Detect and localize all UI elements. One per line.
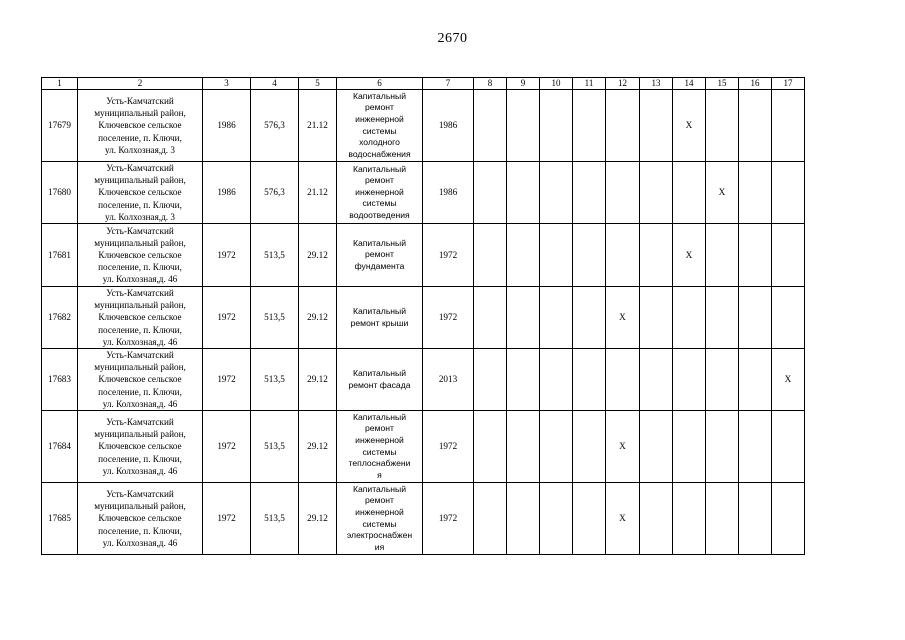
work-type-cell-line: системы xyxy=(362,125,397,136)
year-built-cell: 1972 xyxy=(203,349,251,411)
record-id-cell: 17685 xyxy=(42,483,78,555)
column-number-12: 12 xyxy=(606,78,640,90)
address-cell xyxy=(78,162,203,224)
address-cell-line: Усть-Камчатский xyxy=(106,225,174,236)
code-cell: 29.12 xyxy=(299,224,337,287)
empty-cell-col-15 xyxy=(706,411,739,483)
mark-cell-col-17: X xyxy=(772,349,805,411)
year-built-cell: 1972 xyxy=(203,411,251,483)
work-type-cell-line: Капитальный xyxy=(352,367,407,378)
empty-cell-col-13 xyxy=(640,349,673,411)
address-cell-line: Ключевское сельское xyxy=(98,312,182,323)
year-built-cell: 1972 xyxy=(203,224,251,287)
empty-cell-col-15 xyxy=(706,90,739,162)
record-id-cell: 17683 xyxy=(42,349,78,411)
record-id-cell: 17682 xyxy=(42,287,78,349)
year-built-cell: 1986 xyxy=(203,162,251,224)
address-cell-line: Усть-Камчатский xyxy=(106,95,174,106)
area-cell: 513,5 xyxy=(251,411,299,483)
column-number-2: 2 xyxy=(78,78,203,90)
work-type-cell xyxy=(337,224,423,287)
empty-cell-col-16 xyxy=(739,162,772,224)
address-cell-line: муниципальный район, xyxy=(94,501,186,512)
work-type-cell-line: фундамента xyxy=(354,260,405,271)
work-type-cell-line: ия xyxy=(374,541,385,552)
work-type-cell-line: Капитальный xyxy=(352,237,407,248)
empty-cell-col-12 xyxy=(606,224,640,287)
empty-cell-col-14 xyxy=(673,162,706,224)
empty-cell-col-8 xyxy=(474,483,507,555)
address-cell-line: муниципальный район, xyxy=(94,429,186,440)
work-type-cell-line: Капитальный xyxy=(352,305,407,316)
empty-cell-col-11 xyxy=(573,224,606,287)
empty-cell-col-11 xyxy=(573,90,606,162)
work-type-cell-line: ремонт xyxy=(365,102,394,113)
empty-cell-col-15 xyxy=(706,483,739,555)
work-type-cell xyxy=(337,90,423,162)
empty-cell-col-10 xyxy=(540,162,573,224)
empty-cell-col-13 xyxy=(640,287,673,349)
work-type-cell xyxy=(337,411,423,483)
empty-cell-col-14 xyxy=(673,411,706,483)
work-type-cell-line: системы xyxy=(362,198,397,209)
empty-cell-col-11 xyxy=(573,162,606,224)
column-number-6: 6 xyxy=(337,78,423,90)
column-number-17: 17 xyxy=(772,78,805,90)
address-cell-line: муниципальный район, xyxy=(94,362,186,373)
address-cell-line: ул. Колхозная,д. 46 xyxy=(102,537,178,548)
empty-cell-col-13 xyxy=(640,162,673,224)
record-id-cell: 17679 xyxy=(42,90,78,162)
empty-cell-col-13 xyxy=(640,90,673,162)
empty-cell-col-8 xyxy=(474,224,507,287)
empty-cell-col-16 xyxy=(739,224,772,287)
address-cell-line: поселение, п. Ключи, xyxy=(98,525,182,536)
address-cell-line: Усть-Камчатский xyxy=(106,163,174,173)
planned-year-cell: 1972 xyxy=(423,287,474,349)
work-type-cell-line: я xyxy=(377,469,382,480)
empty-cell-col-10 xyxy=(540,287,573,349)
year-built-cell: 1972 xyxy=(203,287,251,349)
mark-cell-col-12: X xyxy=(606,483,640,555)
address-cell xyxy=(78,349,203,411)
planned-year-cell: 2013 xyxy=(423,349,474,411)
work-type-cell-line: ремонт крыши xyxy=(350,317,409,328)
mark-cell-col-12: X xyxy=(606,411,640,483)
address-cell-line: Усть-Камчатский xyxy=(106,417,174,428)
empty-cell-col-10 xyxy=(540,411,573,483)
column-number-5: 5 xyxy=(299,78,337,90)
planned-year-cell: 1986 xyxy=(423,162,474,224)
empty-cell-col-13 xyxy=(640,224,673,287)
empty-cell-col-8 xyxy=(474,90,507,162)
address-cell-line: ул. Колхозная,д. 3 xyxy=(105,144,175,155)
table-row xyxy=(42,90,805,162)
empty-cell-col-17 xyxy=(772,287,805,349)
address-cell-line: Усть-Камчатский xyxy=(106,350,174,361)
work-type-cell-line: инженерной xyxy=(355,506,404,517)
address-cell-line: Ключевское сельское xyxy=(98,513,182,524)
work-type-cell-line: Капитальный xyxy=(352,163,407,174)
work-type-cell-line: водоотведения xyxy=(349,209,410,220)
area-cell: 576,3 xyxy=(251,162,299,224)
column-number-14: 14 xyxy=(673,78,706,90)
area-cell: 513,5 xyxy=(251,224,299,287)
address-cell-line: муниципальный район, xyxy=(94,237,186,248)
record-id-cell: 17681 xyxy=(42,224,78,287)
work-type-cell-line: водоснабжения xyxy=(348,148,411,159)
address-cell-line: поселение, п. Ключи, xyxy=(98,324,182,335)
mark-cell-col-14: X xyxy=(673,224,706,287)
column-number-1: 1 xyxy=(42,78,78,90)
column-number-16: 16 xyxy=(739,78,772,90)
column-number-row xyxy=(42,78,805,90)
page-number: 2670 xyxy=(437,31,468,46)
address-cell-line: муниципальный район, xyxy=(94,175,186,186)
column-number-7: 7 xyxy=(423,78,474,90)
year-built-cell: 1972 xyxy=(203,483,251,555)
empty-cell-col-9 xyxy=(507,287,540,349)
column-number-8: 8 xyxy=(474,78,507,90)
empty-cell-col-13 xyxy=(640,483,673,555)
address-cell-line: муниципальный район, xyxy=(94,108,186,119)
empty-cell-col-17 xyxy=(772,162,805,224)
address-cell-line: Усть-Камчатский xyxy=(106,489,174,500)
code-cell: 29.12 xyxy=(299,349,337,411)
empty-cell-col-10 xyxy=(540,90,573,162)
empty-cell-col-12 xyxy=(606,90,640,162)
address-cell-line: Ключевское сельское xyxy=(98,374,182,385)
table-row xyxy=(42,162,805,224)
empty-cell-col-11 xyxy=(573,411,606,483)
empty-cell-col-9 xyxy=(507,483,540,555)
work-type-cell-line: электроснабжен xyxy=(346,530,413,541)
column-number-15: 15 xyxy=(706,78,739,90)
empty-cell-col-17 xyxy=(772,411,805,483)
empty-cell-col-8 xyxy=(474,162,507,224)
empty-cell-col-14 xyxy=(673,349,706,411)
empty-cell-col-16 xyxy=(739,483,772,555)
column-number-13: 13 xyxy=(640,78,673,90)
empty-cell-col-9 xyxy=(507,411,540,483)
empty-cell-col-16 xyxy=(739,349,772,411)
address-cell-line: Ключевское сельское xyxy=(98,249,182,260)
address-cell xyxy=(78,224,203,287)
empty-cell-col-12 xyxy=(606,349,640,411)
code-cell: 29.12 xyxy=(299,411,337,483)
address-cell xyxy=(78,287,203,349)
empty-cell-col-15 xyxy=(706,287,739,349)
work-type-cell-line: ремонт фасада xyxy=(348,379,411,390)
code-cell: 29.12 xyxy=(299,483,337,555)
address-cell-line: поселение, п. Ключи, xyxy=(98,453,182,464)
empty-cell-col-15 xyxy=(706,349,739,411)
empty-cell-col-17 xyxy=(772,483,805,555)
table-row xyxy=(42,483,805,555)
address-cell-line: поселение, п. Ключи, xyxy=(98,132,182,143)
work-type-cell-line: Капитальный xyxy=(352,411,407,422)
area-cell: 513,5 xyxy=(251,483,299,555)
table-row xyxy=(42,224,805,287)
table-row xyxy=(42,287,805,349)
record-id-cell: 17680 xyxy=(42,162,78,224)
empty-cell-col-11 xyxy=(573,287,606,349)
work-type-cell xyxy=(337,349,423,411)
empty-cell-col-9 xyxy=(507,224,540,287)
empty-cell-col-9 xyxy=(507,162,540,224)
column-number-9: 9 xyxy=(507,78,540,90)
address-cell-line: Ключевское сельское xyxy=(98,441,182,452)
mark-cell-col-14: X xyxy=(673,90,706,162)
planned-year-cell: 1972 xyxy=(423,411,474,483)
empty-cell-col-8 xyxy=(474,349,507,411)
empty-cell-col-15 xyxy=(706,224,739,287)
work-type-cell-line: ремонт xyxy=(365,249,394,260)
table-row xyxy=(42,349,805,411)
work-type-cell-line: ремонт xyxy=(365,423,394,434)
address-cell-line: поселение, п. Ключи, xyxy=(98,262,182,273)
table-row xyxy=(42,411,805,483)
empty-cell-col-12 xyxy=(606,162,640,224)
column-number-3: 3 xyxy=(203,78,251,90)
column-number-10: 10 xyxy=(540,78,573,90)
address-cell xyxy=(78,483,203,555)
work-type-cell-line: ремонт xyxy=(365,175,394,186)
empty-cell-col-9 xyxy=(507,349,540,411)
work-type-cell xyxy=(337,287,423,349)
address-cell xyxy=(78,90,203,162)
planned-year-cell: 1972 xyxy=(423,483,474,555)
record-id-cell: 17684 xyxy=(42,411,78,483)
empty-cell-col-14 xyxy=(673,287,706,349)
area-cell: 513,5 xyxy=(251,349,299,411)
work-type-cell-line: системы xyxy=(362,518,397,529)
code-cell: 29.12 xyxy=(299,287,337,349)
empty-cell-col-17 xyxy=(772,224,805,287)
empty-cell-col-11 xyxy=(573,349,606,411)
work-type-cell-line: ремонт xyxy=(365,495,394,506)
register-table xyxy=(41,77,805,555)
address-cell-line: ул. Колхозная,д. 3 xyxy=(105,211,175,222)
column-number-4: 4 xyxy=(251,78,299,90)
empty-cell-col-16 xyxy=(739,287,772,349)
code-cell: 21.12 xyxy=(299,162,337,224)
work-type-cell-line: системы xyxy=(362,446,397,457)
work-type-cell xyxy=(337,162,423,224)
work-type-cell-line: инженерной xyxy=(355,186,404,197)
work-type-cell-line: Капитальный xyxy=(352,90,407,101)
address-cell-line: ул. Колхозная,д. 46 xyxy=(102,465,178,476)
address-cell-line: поселение, п. Ключи, xyxy=(98,199,182,210)
empty-cell-col-16 xyxy=(739,411,772,483)
planned-year-cell: 1972 xyxy=(423,224,474,287)
area-cell: 576,3 xyxy=(251,90,299,162)
address-cell-line: ул. Колхозная,д. 46 xyxy=(102,398,178,409)
area-cell: 513,5 xyxy=(251,287,299,349)
address-cell xyxy=(78,411,203,483)
work-type-cell-line: холодного xyxy=(359,137,400,148)
work-type-cell-line: Капитальный xyxy=(352,483,407,494)
address-cell-line: ул. Колхозная,д. 46 xyxy=(102,336,178,347)
column-number-11: 11 xyxy=(573,78,606,90)
address-cell-line: муниципальный район, xyxy=(94,300,186,311)
empty-cell-col-10 xyxy=(540,483,573,555)
address-cell-line: Усть-Камчатский xyxy=(106,288,174,299)
address-cell-line: Ключевское сельское xyxy=(98,187,182,198)
empty-cell-col-14 xyxy=(673,483,706,555)
address-cell-line: поселение, п. Ключи, xyxy=(98,386,182,397)
mark-cell-col-12: X xyxy=(606,287,640,349)
empty-cell-col-10 xyxy=(540,349,573,411)
empty-cell-col-13 xyxy=(640,411,673,483)
work-type-cell-line: инженерной xyxy=(355,434,404,445)
empty-cell-col-17 xyxy=(772,90,805,162)
mark-cell-col-15: X xyxy=(706,162,739,224)
empty-cell-col-10 xyxy=(540,224,573,287)
empty-cell-col-9 xyxy=(507,90,540,162)
planned-year-cell: 1986 xyxy=(423,90,474,162)
empty-cell-col-16 xyxy=(739,90,772,162)
work-type-cell-line: теплоснабжени xyxy=(348,458,411,469)
address-cell-line: Ключевское сельское xyxy=(98,120,182,131)
empty-cell-col-8 xyxy=(474,287,507,349)
empty-cell-col-11 xyxy=(573,483,606,555)
work-type-cell-line: инженерной xyxy=(355,113,404,124)
empty-cell-col-8 xyxy=(474,411,507,483)
year-built-cell: 1986 xyxy=(203,90,251,162)
code-cell: 21.12 xyxy=(299,90,337,162)
address-cell-line: ул. Колхозная,д. 46 xyxy=(102,274,178,285)
work-type-cell xyxy=(337,483,423,555)
